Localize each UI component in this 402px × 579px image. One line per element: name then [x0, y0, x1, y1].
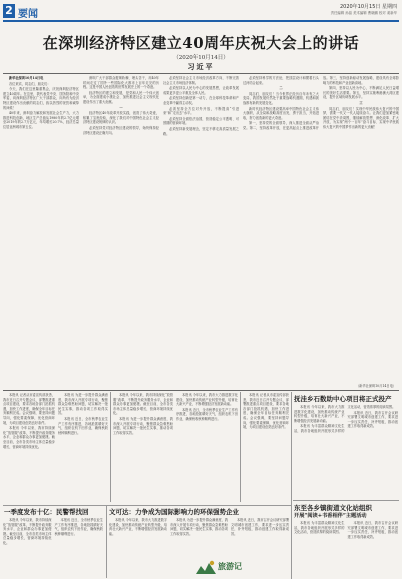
- article-paragraph: 同志们、朋友们！当今世界正经历百年未有之大变局，我国发展仍然处于重要战略机遇期，机遇和挑战都有新的发展变化。: [243, 91, 319, 105]
- column-divider: [240, 392, 241, 502]
- article-lead-source: 新华社深圳10月14日电: [9, 76, 44, 80]
- page-number-badge: 2: [3, 4, 15, 18]
- brief-paragraph: 本报讯 近日，全市秋季农业生产工作有序推进，各地抢抓晴好天气，组织农机下田作业，确保秋收秋种顺利进行。: [54, 518, 103, 536]
- brief-right-inner: [243, 393, 289, 503]
- article-paragraph: 必须坚持新发展理念，坚定不移走高质量发展之路。: [163, 126, 239, 136]
- brief-center: [113, 393, 173, 503]
- brief-paragraph: 本报讯 近日，全市秋季农业生产工作有序推进，各地抢抓晴好天气，组织农机下田作业，确保秋收秋种顺利进行。: [58, 416, 108, 435]
- article-subhead: 二: [279, 86, 283, 91]
- brief-left-top: [3, 393, 55, 503]
- article-end-note: （新华社深圳10月14日电）: [356, 384, 396, 388]
- story-title-police: 一季度发布十亿：民警帮找回: [4, 508, 89, 516]
- story-title-digital: 抚洼乡石数助中心项目将正式投产: [294, 395, 392, 403]
- brief-paragraph: 本报讯 为丰富群众精神文化生活，我市各地组织开展形式多样的文化活动，营造浓厚的阅读氛围。: [294, 521, 345, 535]
- brief-paragraph: 本报讯 记者从市委宣传部获悉，我市近日召开专题会议，部署推进重点项目建设，要求各地各部门抢抓机遇，加快工作进度，确保全年目标任务顺利完成。会议强调，要坚持问题导向，强化要素保障，优化营商环境，为项目建设创造良好条件。: [243, 393, 289, 430]
- brief-paragraph: 本报讯 记者从市委宣传部获悉，我市近日召开专题会议，部署推进重点项目建设，要求各地各部门抢抓机遇，加快工作进度，确保全年目标任务顺利完成。会议强调，要坚持问题导向，强化要素保障，优化营商环境，为项目建设创造良好条件。: [3, 393, 55, 425]
- article-paragraph: 40年来，深圳奋力解放和发展社会生产力，大力推进科技创新，地区生产总值从1980年的2.7亿元增至2019年的2.7万亿元，年均增长20.7%，经济总量位居亚洲城市第五位。: [3, 111, 79, 129]
- brief-left-mid: [58, 393, 108, 503]
- article-paragraph: 今天，我们在这里隆重集会，庆祝深圳经济特区建立40周年。在这里，我代表党中央、国务院和中央军委，向深圳经济特区广大干部群众，向所有为经济特区建设作出贡献的同志们，致以热烈的祝贺和诚挚的问候！: [3, 87, 79, 110]
- brief-paragraph: 本报讯 今年以来，我市大力推进数字化建设，加快推动传统产业转型升级，培育壮大新兴产业，不断增强经济发展新动能。: [109, 518, 168, 536]
- article-paragraph: 必须坚持以人民为中心的发展思想，让改革发展成果更多更公平惠及全体人民。: [163, 86, 239, 95]
- editor-credits: 责任编辑 孙晶 美术编辑 曹晓鹏 校对 姜新华: [330, 11, 397, 15]
- story-divider: [3, 505, 291, 506]
- brief-paragraph: 本报讯 近日，全市秋季农业生产工作有序推进，各地抢抓晴好天气，组织农机下田作业，确保秋收秋种顺利进行。: [176, 407, 238, 421]
- article-paragraph: 同志们、朋友们！实现中华民族伟大复兴的中国梦，需要一代又一代人接续奋斗。让我们更加紧密地团结在党中央周围，继续解放思想、深化改革、扩大开放，为实现“两个一百年”奋斗目标、实现中华民族伟大复兴的中国梦作出新的更大贡献！: [323, 106, 399, 129]
- story-body-culture: [294, 521, 398, 578]
- footer-logo-text: 旅游记: [218, 561, 242, 571]
- article-paragraph: 必须坚持创新是第一动力，在全球科技革命和产业变革中赢得主动权。: [163, 96, 239, 105]
- brief-paragraph: 本报讯 今年以来，我市持续深化“放管服”改革，不断提升政务服务水平，企业和群众办事更加便捷。截至目前，全市各类市场主体总量稳步增长，营商环境持续优化。: [113, 393, 173, 416]
- story-body-digital: [294, 405, 398, 497]
- footer-logo: [196, 557, 280, 577]
- brief-paragraph: 本报讯 近日，我市召开会议研究部署文明城市创建工作，要求进一步压实责任，补齐短板，推动创建工作取得新成效。: [347, 521, 398, 539]
- story-body-county: [109, 518, 289, 556]
- article-paragraph: 必须坚持党对经济特区建设的领导，始终保持经济特区建设正确方向。: [83, 125, 159, 135]
- brief-paragraph: 本报讯 为丰富群众精神文化生活，我市各地组织开展形式多样的文化活动，营造浓厚的阅读氛围。: [294, 405, 396, 433]
- article-paragraph: 经济特区的建立和发展，是党和人民一个伟大创举，为全面建成小康社会、加快推进社会主义现代化建设作出了重大贡献。: [83, 90, 159, 104]
- article-paragraph: 第一，坚持党的全面领导，深入推进全面从严治党。第二，坚持改革开放，在更高起点上推进改革开放。第三，坚持创新驱动发展战略，建设具有全球影响力的科技和产业创新高地。: [243, 76, 399, 130]
- headline-rule: [3, 73, 399, 74]
- article-paragraph: 必须坚持全方位对外开放，不断提高“引进来”和“走出去”水平。: [163, 106, 239, 116]
- article-paragraph: 必须坚持全面依法治国，营造稳定公平透明、可预期的营商环境。: [163, 116, 239, 126]
- article-body: [3, 76, 399, 388]
- brief-paragraph: 本报讯 为进一步提升群众满意度，我市深入开展专项行动，聚焦群众急难愁盼问题，切实解决一批民生实事，推动各项工作取得实效。: [58, 393, 108, 416]
- article-author: 习近平: [187, 62, 215, 71]
- brief-paragraph: 本报讯 今年以来，我市大力推进数字化建设，加快推动传统产业转型升级，培育壮大新兴产业，不断增强经济发展新动能。: [294, 405, 345, 423]
- article-paragraph: 必须坚持社会主义市场经济改革方向，不断完善社会主义市场经济体制。: [163, 76, 239, 85]
- column-divider: [291, 392, 292, 579]
- article-paragraph: 新时代经济特区建设要高举中国特色社会主义伟大旗帜，从全局和战略高度出发，勇于担当，开拓进取，努力创造新的更大奇迹。: [243, 106, 319, 120]
- issue-date: 2020年10月15日 星期四: [339, 4, 397, 10]
- brief-paragraph: 本报讯 为进一步提升群众满意度，我市深入开展专项行动，聚焦群众急难愁盼问题，切实解决一批民生实事，推动各项工作取得实效。: [113, 416, 173, 435]
- article-paragraph: 必须坚持科学的方法论，把顶层设计和摸着石头过河结合起来。: [243, 76, 319, 85]
- story-divider: [293, 500, 399, 501]
- story-body-police: [3, 518, 103, 578]
- article-headline: 在深圳经济特区建立40周年庆祝大会上的讲话: [42, 34, 360, 52]
- article-subhead: 三: [359, 100, 363, 105]
- brief-paragraph: 本报讯 今年以来，我市持续深化“放管服”改革，不断提升政务服务水平，企业和群众办事更加便捷。截至目前，全市各类市场主体总量稳步增长，营商环境持续优化。: [3, 518, 52, 545]
- landscape-icon: [196, 558, 218, 576]
- article-paragraph: 经济特区40年改革开放实践，创造了伟大奇迹，积累了宝贵经验，深化了我们对中国特色社会主义经济特区建设规律的认识。: [83, 111, 159, 125]
- brief-paragraph: 本报讯 今年以来，我市大力推进数字化建设，加快推动传统产业转型升级，培育壮大新兴产业，不断增强经济发展新动能。: [176, 393, 238, 407]
- section-name: 要闻: [18, 9, 38, 20]
- article-subhead: 一: [119, 105, 123, 110]
- masthead: [0, 0, 402, 28]
- story-subtitle-culture: 开展“阅读+书香相伴”主题活动: [294, 513, 367, 519]
- story-title-county: 文可达：力争成为国际影响力的环保强势企业: [109, 508, 239, 516]
- brief-paragraph: 本报讯 近日，我市召开会议研究部署文明城市创建工作，要求进一步压实责任，补齐短板，推动创建工作取得新成效。: [347, 410, 398, 429]
- article-dateline: （2020年10月14日）: [173, 55, 229, 61]
- brief-center-right: [176, 393, 238, 503]
- brief-paragraph: 本报讯 为进一步提升群众满意度，我市深入开展专项行动，聚焦群众急难愁盼问题，切实解决一批民生实事，推动各项工作取得实效。: [170, 518, 229, 536]
- article-paragraph: 各位来宾，同志们，朋友们：: [9, 81, 51, 86]
- brief-paragraph: 本报讯 近日，我市召开会议研究部署文明城市创建工作，要求进一步压实责任，补齐短板，推动创建工作取得新成效。: [231, 518, 289, 536]
- article-paragraph: [3, 76, 79, 81]
- article-paragraph: 第四，坚持以人民为中心，不断满足人民日益增长的美好生活需要。第五，坚持实施粤港澳大湾区建设，提升区域协调发展水平。: [323, 86, 399, 100]
- masthead-rule: [3, 20, 399, 22]
- brief-paragraph: 本报讯 今年以来，我市持续深化“放管服”改革，不断提升政务服务水平，企业和群众办事更加便捷。截至目前，全市各类市场主体总量稳步增长，营商环境持续优化。: [3, 426, 55, 449]
- story-title-culture: 东至各乡镇街道文化站组织: [294, 504, 372, 512]
- column-divider: [106, 506, 107, 578]
- article-paragraph: 深圳广大干部群众披荆斩棘、埋头苦干，用40年时间走过了国外一些国际化大都市上百年走完的历程。这是中国人民创造的世界发展史上的一个奇迹。: [83, 76, 159, 90]
- section-rule: [3, 390, 399, 391]
- column-divider: [110, 392, 111, 502]
